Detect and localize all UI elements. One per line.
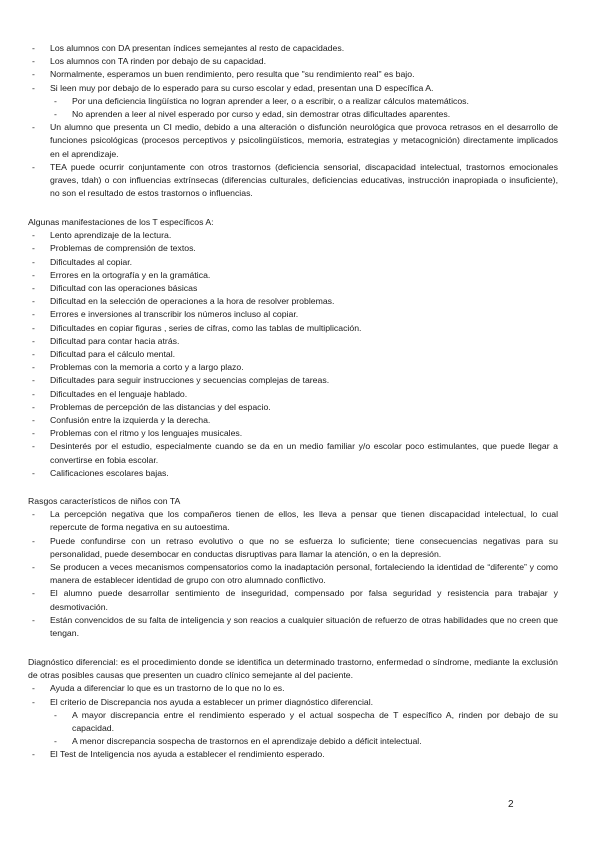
- section-heading: Algunas manifestaciones de los T específicos A:: [28, 217, 214, 227]
- list-item: - Los alumnos con DA presentan índices semejantes al resto de capacidades.: [32, 43, 345, 53]
- list-item: - Si leen muy por debajo de lo esperado para su curso escolar y edad, presentan una D específica A.: [32, 82, 434, 93]
- section-characteristics: [28, 495, 558, 640]
- sub-list-item: - Por una deficiencia lingüística no logran aprender a leer, o a escribir, o a realizar cálculos matemáticos.: [54, 95, 469, 106]
- list-item: - Están convencidos de su falta de inteligencia y son reacios a cualquier situación de refuerzo de otras habilidades que no creen que tengan.: [32, 614, 558, 639]
- list-item: - Desinterés por el estudio, especialmente cuando se da en un medio familiar y/o escolar poco estimulantes, que puede llegar a convertirse en fobia escolar.: [32, 441, 558, 465]
- list-item: - Los alumnos con TA rinden por debajo de su capacidad.: [32, 56, 267, 67]
- sub-list-item: - A mayor discrepancia entre el rendimiento esperado y el actual sospecha de T específico A, rinden por debajo de su capacidad.: [54, 709, 558, 734]
- list-item: - Dificultad en la selección de operaciones a la hora de resolver problemas.: [32, 296, 335, 307]
- list-item: - Problemas de percepción de las distancias y del espacio.: [32, 401, 271, 412]
- section-differential-diagnosis: [28, 656, 558, 762]
- list-item: - Problemas con la memoria a corto y a largo plazo.: [32, 362, 244, 373]
- sub-list-item: - No aprenden a leer al nivel esperado por curso y edad, sin demostrar otras dificultades aparentes.: [54, 109, 451, 120]
- section-intro-list: [28, 42, 558, 200]
- list-item: - El criterio de Discrepancia nos ayuda a establecer un primer diagnóstico diferencial.: [32, 696, 374, 707]
- list-item: - Dificultad con las operaciones básicas: [32, 283, 198, 294]
- list-item: - La percepción negativa que los compañeros tienen de ellos, les lleva a pensar que tienen discapacidad intelectual, lo cual repercute de forma negativa en su autoestima.: [32, 509, 558, 533]
- list-item: - Ayuda a diferenciar lo que es un trastorno de lo que no lo es.: [32, 683, 285, 694]
- list-item: - Se producen a veces mecanismos compensatorios como la inadaptación personal, fortaleciendo la identidad de “diferente” y como manera de establecer identidad de grupo con otro alumnado conflictivo.: [32, 562, 558, 586]
- page-number: 2: [508, 799, 514, 810]
- list-item: - Problemas con el ritmo y los lenguajes musicales.: [32, 428, 243, 439]
- list-item: - Dificultad para contar hacia atrás.: [32, 335, 180, 346]
- list-item: - Errores e inversiones al transcribir los números incluso al copiar.: [32, 309, 299, 320]
- list-item: - Dificultad para el cálculo mental.: [32, 349, 176, 360]
- list-item: - Calificaciones escolares bajas.: [32, 467, 169, 478]
- list-item: - Dificultades al copiar.: [32, 256, 133, 267]
- list-item: - TEA puede ocurrir conjuntamente con otros trastornos (deficiencia sensorial, discapacidad intelectual, trastornos emocionales graves, tdah) o con influencias extrínsecas (diferencias culturales, deficiencias educativas, instrucción inapropiada o insuficiente), no son el resultado de estos trastornos o influencias.: [32, 161, 558, 199]
- list-item: - Lento aprendizaje de la lectura.: [32, 230, 172, 241]
- list-item: - El Test de Inteligencia nos ayuda a establecer el rendimiento esperado.: [32, 749, 325, 760]
- list-item: - Un alumno que presenta un CI medio, debido a una alteración o disfunción neurológica que provoca retrasos en el desarrollo de funciones psicológicas (procesos perceptivos y psicolingüísticos, memoria, estrategias y metacognición) directamente implicados en el aprendizaje.: [32, 122, 558, 159]
- list-item: - Dificultades en el lenguaje hablado.: [32, 388, 188, 399]
- sub-list-item: - A menor discrepancia sospecha de trastornos en el aprendizaje debido a déficit intelectual.: [54, 736, 422, 747]
- list-item: - Puede confundirse con un retraso evolutivo o que no se esfuerza lo suficiente; tiene consecuencias negativas para su personalidad, puede desembocar en conductas disruptivas para llamar la atención, o en la depresión.: [32, 535, 558, 559]
- list-item: - Normalmente, esperamos un buen rendimiento, pero resulta que "su rendimiento real" es bajo.: [32, 69, 415, 80]
- list-item: - Errores en la ortografía y en la gramática.: [32, 269, 211, 280]
- list-item: - Dificultades en copiar figuras , series de cifras, como las tablas de multiplicación.: [32, 322, 362, 333]
- list-item: - Problemas de comprensión de textos.: [32, 243, 196, 254]
- list-item: - Confusión entre la izquierda y la derecha.: [32, 415, 211, 426]
- section-heading: Rasgos característicos de niños con TA: [28, 496, 181, 506]
- diagnosis-paragraph: Diagnóstico diferencial: es el procedimiento donde se identifica un determinado trastorno, enfermedad o síndrome, mediante la exclusión de otras posibles causas que presenten un cuadro clínico semejante al del paciente.: [28, 657, 558, 681]
- section-manifestations: [28, 216, 558, 480]
- list-item: - Dificultades para seguir instrucciones y secuencias complejas de tareas.: [32, 375, 330, 386]
- list-item: - El alumno puede desarrollar sentimiento de inseguridad, compensado por falsa seguridad y resistencia para trabajar y desmotivación.: [32, 588, 558, 612]
